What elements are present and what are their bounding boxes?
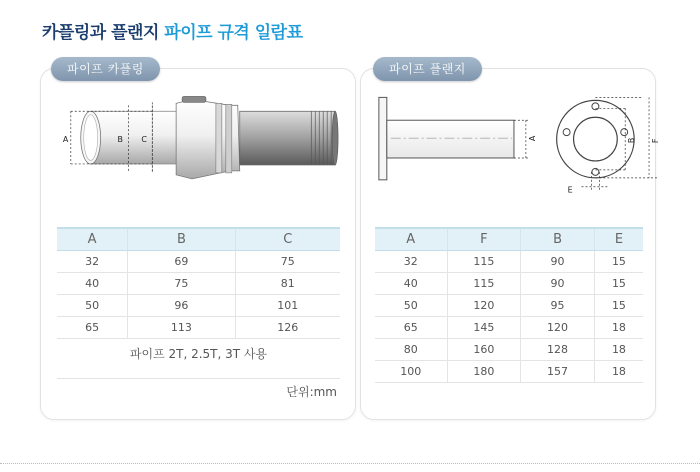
- table-cell: 95: [521, 294, 595, 316]
- table-cell: 18: [594, 316, 643, 338]
- flange-tab: 파이프 플랜지: [373, 57, 482, 81]
- flange-header-cell: A: [375, 228, 447, 250]
- table-cell: 40: [57, 272, 128, 294]
- coupling-panel: [40, 62, 356, 420]
- flange-dim-f-label: F: [650, 138, 660, 144]
- table-cell: 115: [447, 272, 521, 294]
- table-cell: 115: [447, 250, 521, 272]
- table-cell: 15: [594, 294, 643, 316]
- table-cell: 157: [521, 360, 595, 382]
- bottom-divider: [0, 463, 700, 464]
- table-cell: 15: [594, 272, 643, 294]
- table-cell: 113: [128, 316, 235, 338]
- table-row: [375, 360, 643, 382]
- table-cell: 75: [235, 250, 340, 272]
- flange-panel: [360, 62, 660, 420]
- table-row: [375, 272, 643, 294]
- coupling-dim-a-label: A: [62, 135, 69, 145]
- table-cell: 120: [447, 294, 521, 316]
- page-title: [42, 18, 303, 43]
- flange-table: [375, 227, 643, 383]
- table-cell: 50: [57, 294, 128, 316]
- table-cell: 32: [57, 250, 128, 272]
- flange-header-cell: E: [594, 228, 643, 250]
- flange-dim-b-label: B: [627, 137, 637, 144]
- table-cell: 50: [375, 294, 447, 316]
- flange-header-cell: B: [521, 228, 595, 250]
- table-cell: 101: [235, 294, 340, 316]
- table-cell: 81: [235, 272, 340, 294]
- unit-label: 단위:mm: [286, 385, 337, 399]
- coupling-header-cell: B: [128, 228, 235, 250]
- table-cell: 18: [594, 338, 643, 360]
- flange-header-row: [375, 228, 643, 250]
- table-cell: 128: [521, 338, 595, 360]
- table-row: [57, 294, 340, 316]
- table-cell: 80: [375, 338, 447, 360]
- coupling-header-cell: A: [57, 228, 128, 250]
- table-cell: 15: [594, 250, 643, 272]
- table-row: [57, 250, 340, 272]
- flange-drawing: [361, 87, 660, 222]
- table-row: [57, 272, 340, 294]
- table-cell: 75: [128, 272, 235, 294]
- coupling-note: 파이프 2T, 2.5T, 3T 사용: [57, 337, 340, 379]
- table-cell: 120: [521, 316, 595, 338]
- table-cell: 65: [57, 316, 128, 338]
- flange-dim-a-label: A: [527, 135, 537, 142]
- table-cell: 145: [447, 316, 521, 338]
- table-row: [375, 294, 643, 316]
- table-cell: 65: [375, 316, 447, 338]
- coupling-header-row: [57, 228, 340, 250]
- title-part-2: 파이프 규격 일람표: [164, 23, 303, 43]
- table-row: [57, 316, 340, 338]
- title-part-1: 카플링과 플랜지: [42, 23, 159, 43]
- table-cell: 90: [521, 272, 595, 294]
- coupling-header-cell: C: [235, 228, 340, 250]
- table-cell: 40: [375, 272, 447, 294]
- table-cell: 90: [521, 250, 595, 272]
- table-row: [375, 250, 643, 272]
- coupling-tab: 파이프 카플링: [51, 57, 160, 81]
- coupling-drawing: [41, 87, 355, 222]
- flange-dim-e-label: E: [567, 185, 573, 195]
- table-row: [375, 338, 643, 360]
- table-cell: 100: [375, 360, 447, 382]
- table-cell: 96: [128, 294, 235, 316]
- coupling-dim-b-label: B: [117, 135, 123, 145]
- coupling-dim-c-label: C: [141, 135, 147, 145]
- table-cell: 180: [447, 360, 521, 382]
- table-row: [375, 316, 643, 338]
- table-cell: 32: [375, 250, 447, 272]
- table-cell: 160: [447, 338, 521, 360]
- table-cell: 126: [235, 316, 340, 338]
- flange-header-cell: F: [447, 228, 521, 250]
- table-cell: 69: [128, 250, 235, 272]
- coupling-table: [57, 227, 340, 339]
- table-cell: 18: [594, 360, 643, 382]
